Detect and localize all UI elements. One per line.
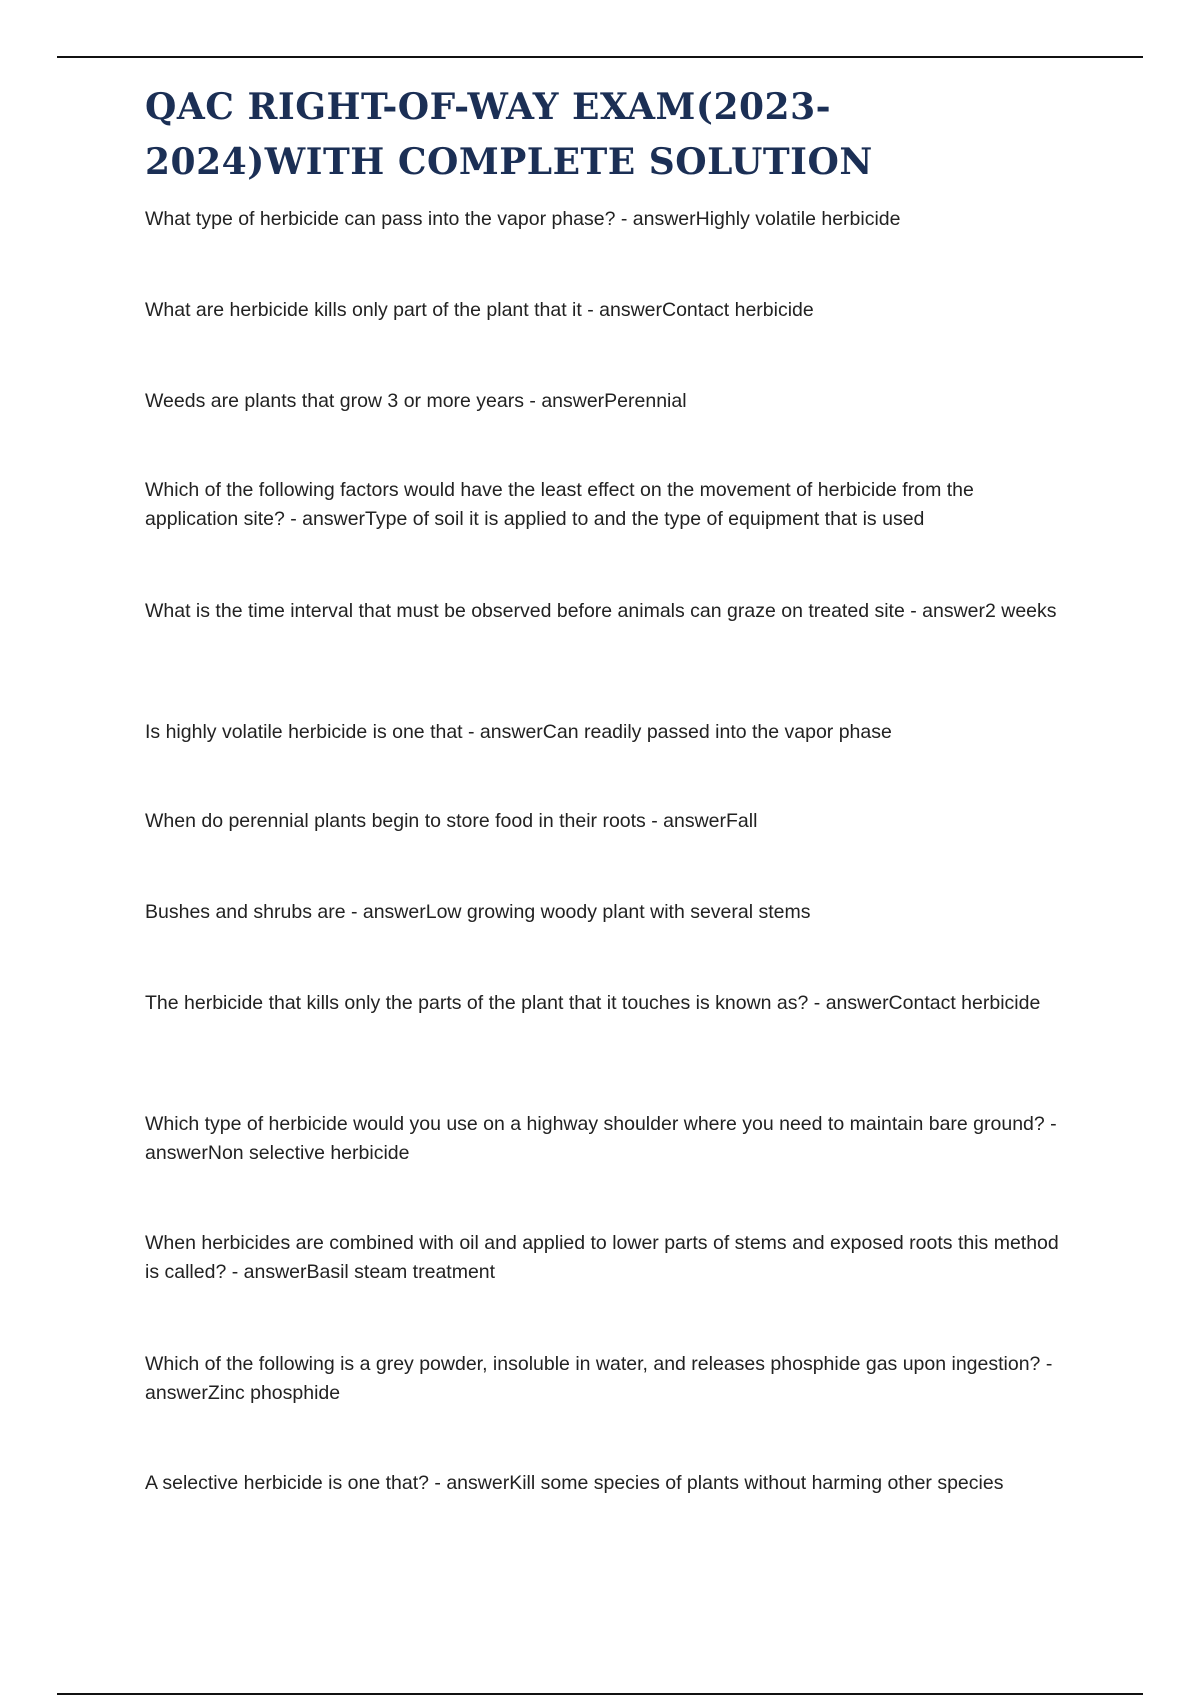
qa-item: Which of the following is a grey powder, insoluble in water, and releases phosphide gas upon ingestion? - answerZinc phosphide — [145, 1353, 1053, 1404]
qa-item: When do perennial plants begin to store food in their roots - answerFall — [145, 810, 758, 832]
qa-item: The herbicide that kills only the parts of the plant that it touches is known as? - answerContact herbicide — [145, 992, 1041, 1014]
qa-item: Bushes and shrubs are - answerLow growing woody plant with several stems — [145, 901, 811, 923]
qa-item: What type of herbicide can pass into the vapor phase? - answerHighly volatile herbicide — [145, 208, 901, 230]
document-title: QAC RIGHT-OF-WAY EXAM(2023-2024)WITH COMPLETE SOLUTION — [145, 86, 873, 183]
qa-item: Is highly volatile herbicide is one that - answerCan readily passed into the vapor phase — [145, 721, 892, 743]
qa-item: What is the time interval that must be observed before animals can graze on treated site - answer2 weeks — [145, 600, 1057, 622]
qa-item: When herbicides are combined with oil and applied to lower parts of stems and exposed roots this method is called? - answerBasil steam treatment — [145, 1232, 1059, 1283]
bottom-divider — [57, 1693, 1143, 1695]
qa-item: A selective herbicide is one that? - answerKill some species of plants without harming other species — [145, 1472, 1004, 1494]
qa-item: Weeds are plants that grow 3 or more years - answerPerennial — [145, 390, 687, 412]
top-divider — [57, 56, 1143, 58]
qa-item: What are herbicide kills only part of the plant that it - answerContact herbicide — [145, 299, 814, 321]
qa-item: Which type of herbicide would you use on a highway shoulder where you need to maintain bare ground? - answerNon selective herbicide — [145, 1113, 1057, 1164]
qa-item: Which of the following factors would have the least effect on the movement of herbicide from the application site? - answerType of soil it is applied to and the type of equipment that is used — [145, 479, 974, 530]
